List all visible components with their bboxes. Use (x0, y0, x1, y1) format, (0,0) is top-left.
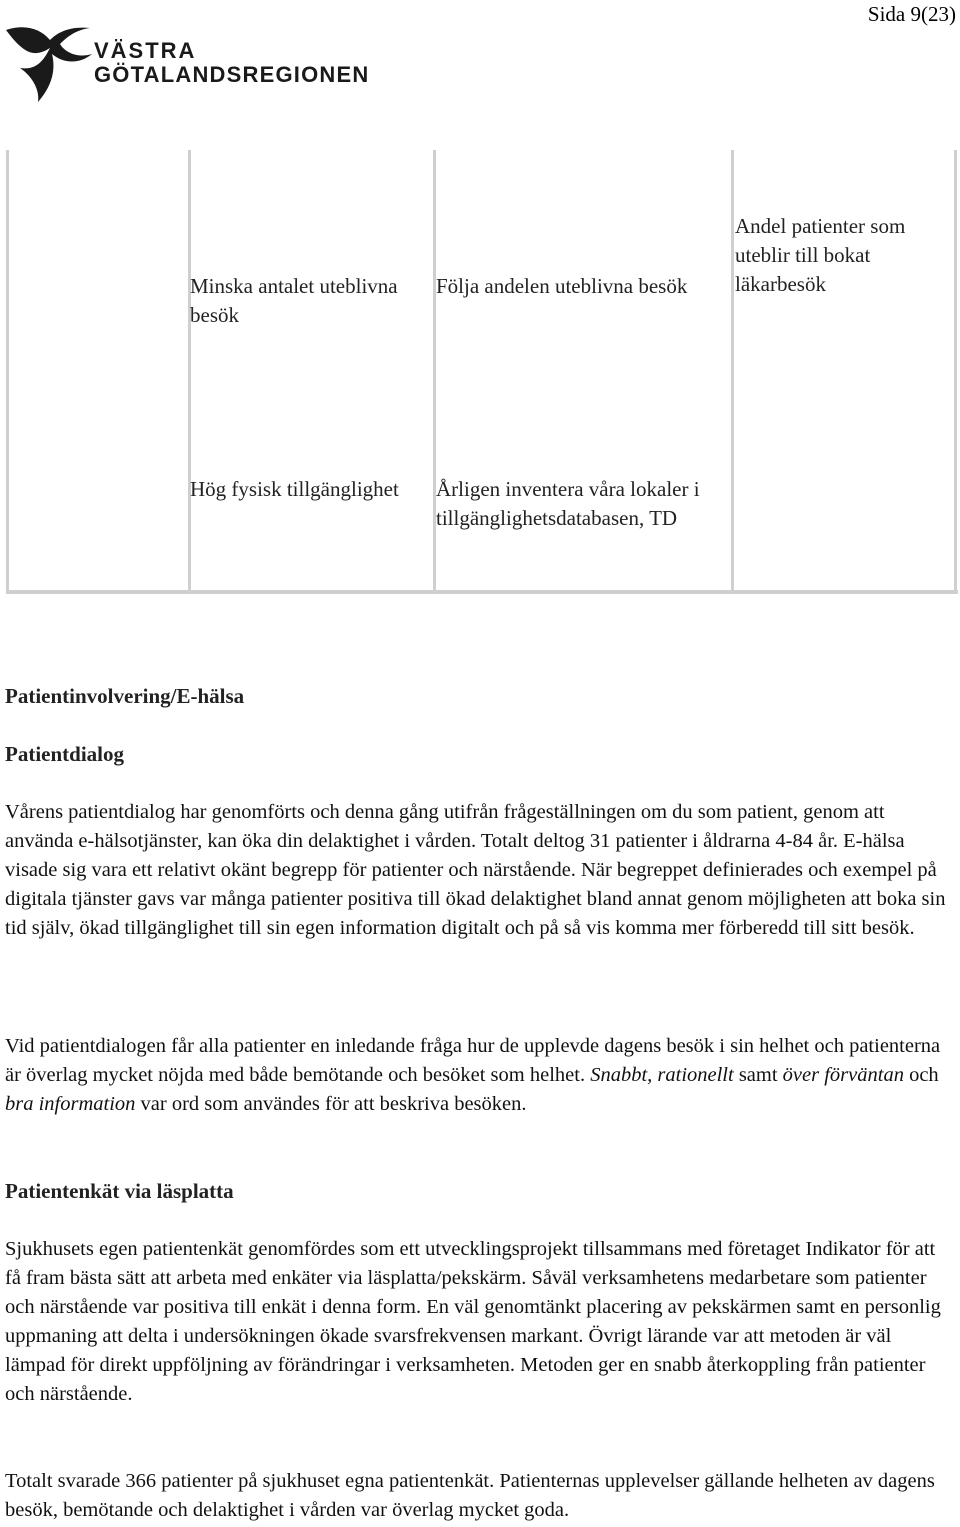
heading-patientdialog: Patientdialog (5, 742, 124, 766)
table-border-bottom (6, 590, 958, 594)
logo-text-line2: GÖTALANDSREGIONEN (94, 62, 370, 87)
table-row-1-measure: Andel patienter som uteblir till bokat läkarbesök (735, 214, 906, 296)
vastra-gotalandsregionen-logo (4, 24, 384, 104)
table-divider-1 (188, 150, 191, 593)
goals-table (6, 150, 956, 590)
logo-text-line1: VÄSTRA (94, 38, 197, 63)
heading-patientinvolvering: Patientinvolvering/E-hälsa (5, 684, 245, 708)
para2-text-mid1: samt (733, 1064, 783, 1086)
table-border-left (6, 150, 9, 593)
table-row-1-activity: Följa andelen uteblivna besök (436, 274, 688, 298)
paragraph-patientenkat: Sjukhusets egen patientenkät genomfördes som ett utvecklingsprojekt tillsammans med företaget Indikator för att få fram bästa sätt att arbeta med enkäter via läsplatta/pekskärm. Såväl verksamhetens medarbetare som patienter och närstående var positiva till enkät i denna form. En väl genomtänkt placering av pekskärmen samt en personlig uppmaning att delta i undersökningen ökade svarsfrekvensen markant. Övrigt lärande var att metoden är väl lämpad för direkt uppföljning av förändringar i verksamheten. Metoden ger en snabb återkoppling från patienter och närstående. (5, 1238, 941, 1405)
table-row-2-activity: Årligen inventera våra lokaler i tillgänglighetsdatabasen, TD (436, 477, 700, 530)
para2-text-mid2: och (903, 1064, 939, 1086)
paragraph-patientdialog-result (5, 1032, 955, 1119)
para2-italic-3: bra information (5, 1093, 136, 1115)
page-number: Sida 9(23) (867, 2, 956, 26)
para2-text-start: Vid patientdialogen får alla patienter en inledande fråga hur de upplevde dagens besök i sin helhet och patienterna är överlag mycket nöjda med både bemötande och besöket som helhet. (5, 1035, 941, 1086)
logo-emblem-icon (4, 24, 96, 104)
para2-text-end: var ord som användes för att beskriva besöken. (135, 1093, 527, 1115)
paragraph-patientdialog: Vårens patientdialog har genomförts och denna gång utifrån frågeställningen om du som patient, genom att använda e-hälsotjänster, kan öka din delaktighet i vården. Totalt deltog 31 patienter i åldrarna 4-84 år. E-hälsa visade sig vara ett relativt okänt begrepp för patienter och närstående. När begreppet definierades och exempel på digitala tjänster gavs var många patienter positiva till ökad delaktighet bland annat genom möjligheten att boka sin tid själv, ökad tillgänglighet till sin egen information digitalt och på så vis komma mer förberedd till sitt besök. (5, 801, 946, 939)
heading-patientenkat: Patientenkät via läsplatta (5, 1179, 234, 1203)
paragraph-patientenkat-result: Totalt svarade 366 patienter på sjukhuset egna patientenkät. Patienternas upplevelser gällande helheten av dagens besök, bemötande och delaktighet i vården var överlag mycket goda. (5, 1470, 935, 1521)
para2-italic-2: över förväntan (782, 1064, 904, 1086)
para2-italic-1: Snabbt, rationellt (590, 1064, 734, 1086)
table-row-2-goal: Hög fysisk tillgänglighet (190, 477, 399, 501)
table-row-1-goal: Minska antalet uteblivna besök (190, 274, 398, 327)
